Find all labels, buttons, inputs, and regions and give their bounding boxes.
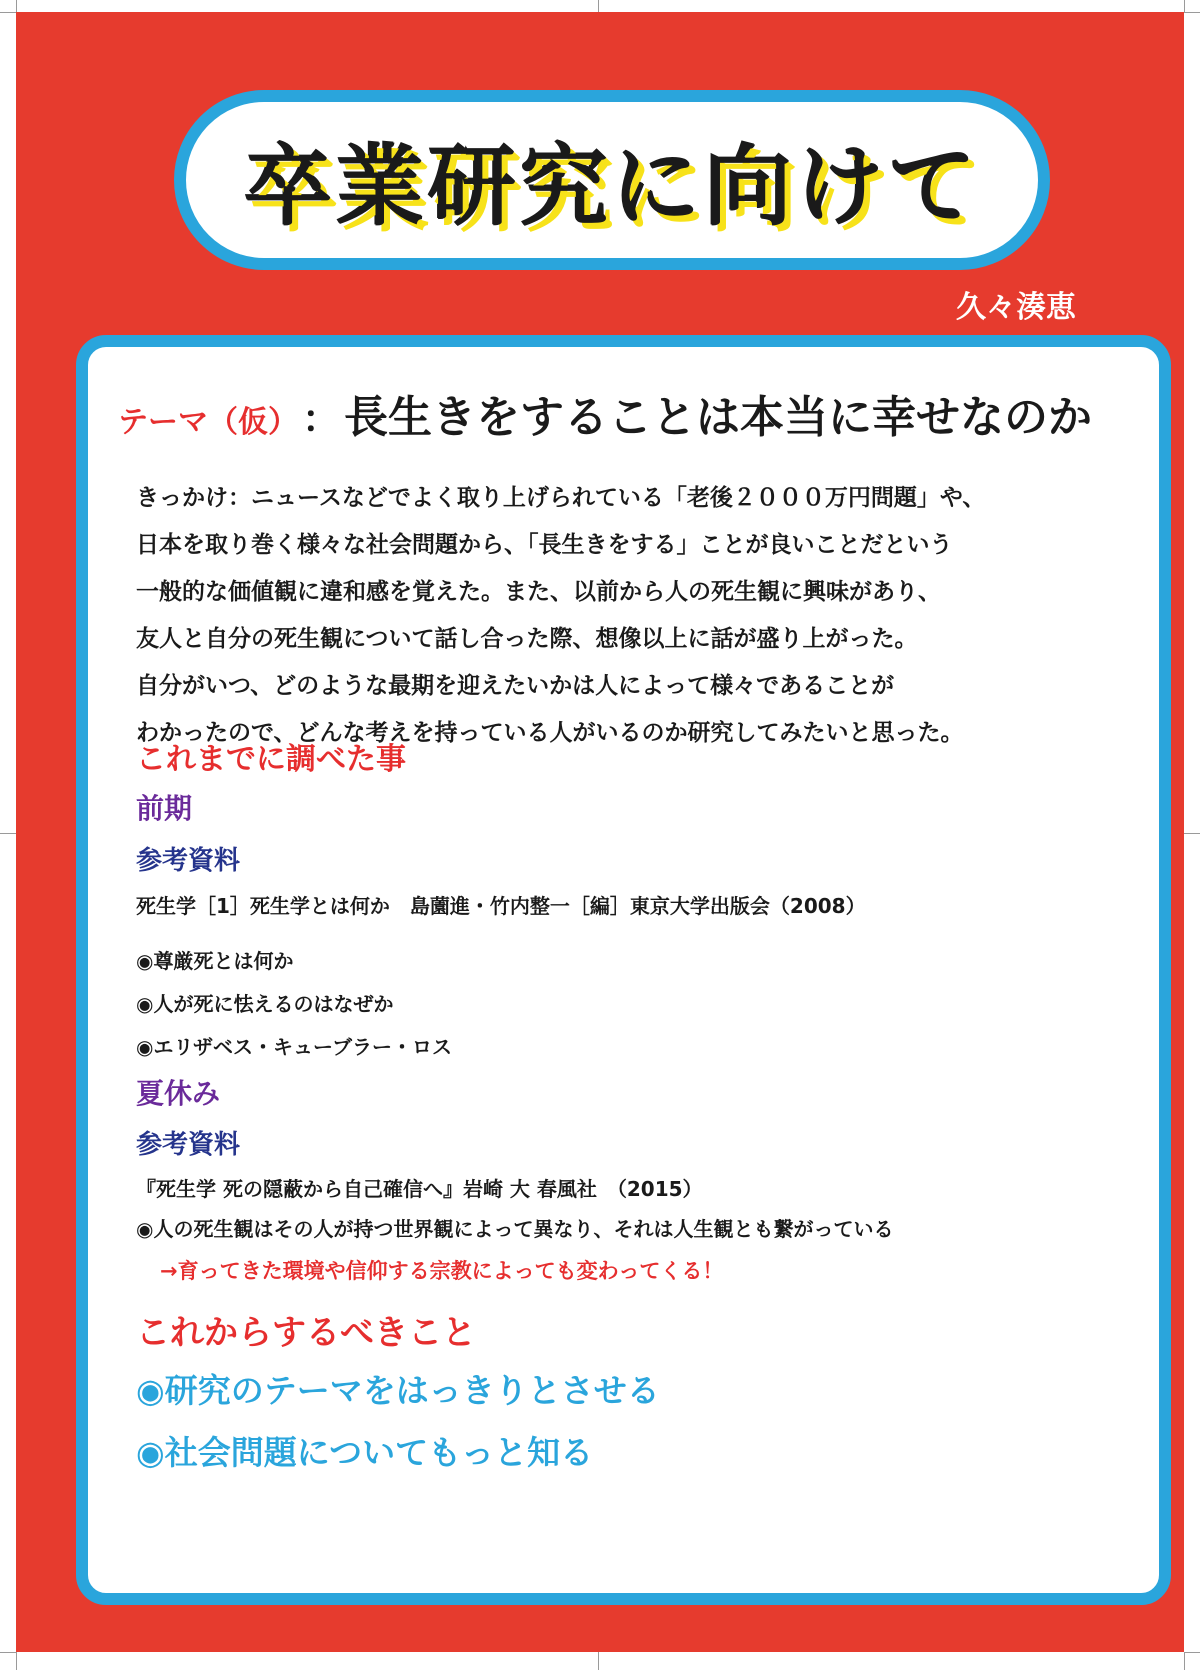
author-name: 久々湊恵 (956, 290, 1076, 325)
summer-label: 夏休み (136, 1077, 221, 1110)
crop-mark (16, 1652, 17, 1670)
poster-background (16, 12, 1184, 1652)
content-panel (76, 335, 1171, 1605)
crop-mark (1184, 0, 1185, 12)
reference-text: 死生学［1］死生学とは何か 島薗進・竹内整一［編］東京大学出版会（2008） (136, 894, 866, 918)
todo-item: ◉社会問題についてもっと知る (136, 1433, 594, 1472)
crop-mark (1184, 12, 1200, 13)
crop-mark (598, 1652, 599, 1670)
poster-title: 卒業研究に向けて (243, 135, 980, 238)
title-banner (174, 90, 1050, 270)
finding-note: →育ってきた環境や信仰する宗教によっても変わってくる！ (160, 1259, 724, 1283)
motivation-line: 自分がいつ、どのような最期を迎えたいかは人によって様々であることが (136, 673, 895, 699)
bullet-item: ◉人が死に怯えるのはなぜか (136, 992, 394, 1016)
motivation-line: わかったので、どんな考えを持っている人がいるのか研究してみたいと思った。 (136, 720, 964, 746)
theme-label: テーマ（仮） (118, 405, 298, 440)
first-term-label: 前期 (136, 792, 193, 825)
bullet-item: ◉エリザベス・キューブラー・ロス (136, 1035, 453, 1059)
bullet-item: ◉尊厳死とは何か (136, 949, 294, 973)
reference-label: 参考資料 (136, 846, 241, 876)
crop-mark (1184, 833, 1200, 834)
todo-item: ◉研究のテーマをはっきりとさせる (136, 1371, 660, 1410)
crop-mark (598, 0, 599, 12)
theme-text: 長生きをすることは本当に幸せなのか (344, 392, 1093, 443)
motivation-line: きっかけ：ニュースなどでよく取り上げられている「老後２０００万円問題」や、 (136, 485, 986, 511)
crop-mark (0, 833, 16, 834)
reference-text: 『死生学 死の隠蔽から自己確信へ』岩崎 大 春風社 （2015） (136, 1177, 703, 1201)
motivation-line: 一般的な価値観に違和感を覚えた。また、以前から人の死生観に興味があり、 (136, 579, 941, 605)
reference-label: 参考資料 (136, 1130, 241, 1160)
crop-mark (16, 0, 17, 12)
crop-mark (0, 1652, 16, 1653)
todo-heading: これからするべきこと (136, 1313, 476, 1353)
theme-row (118, 381, 1092, 445)
motivation-line: 友人と自分の死生観について話し合った際、想像以上に話が盛り上がった。 (136, 626, 918, 652)
bullet-item: ◉人の死生観はその人が持つ世界観によって異なり、それは人生観とも繋がっている (136, 1217, 894, 1241)
motivation-paragraph (136, 475, 1136, 757)
crop-mark (1184, 1652, 1185, 1670)
crop-mark (1184, 1652, 1200, 1653)
theme-colon: ： (302, 397, 341, 441)
research-heading: これまでに調べた事 (136, 742, 406, 777)
motivation-line: 日本を取り巻く様々な社会問題から、「長生きをする」ことが良いことだという (136, 532, 953, 558)
crop-mark (0, 12, 16, 13)
